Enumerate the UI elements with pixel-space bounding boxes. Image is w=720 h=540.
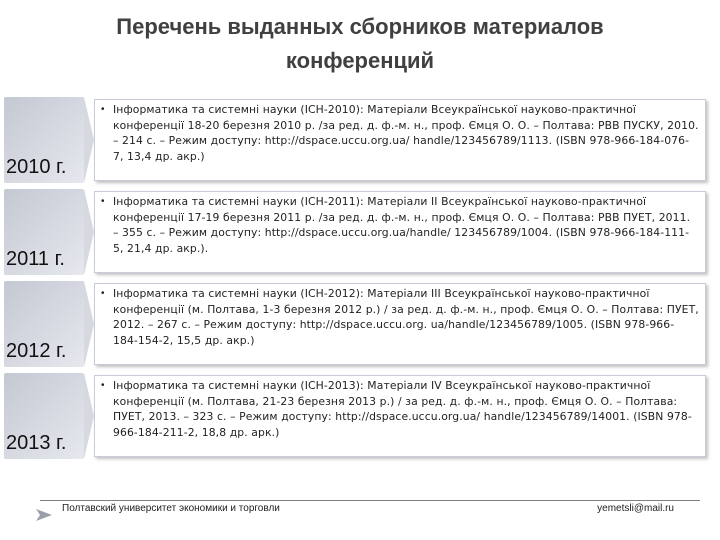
conference-item-2013 [0,373,720,465]
publication-card [94,375,706,457]
publication-card [94,283,706,365]
year-label: 2012 г. [6,340,67,362]
publication-text: Інформатика та системні науки (ІСН-2010): Матеріали Всеукраїнської науково-практичної конференції 18-20 березня 2010 р. /за ред. д. ф.-м. н., проф. Ємця О. О. – Полтава: РВВ ПУСКУ, 2010. – 214 с. – Режим доступу: http://dspace.uccu.org.ua/ handle/123456789/1113. (ISBN 978-966-184-076-7, 13,4 др. акр.) [113,103,699,163]
chevron-right-icon [84,97,94,183]
year-box [4,373,84,459]
publication-text: Інформатика та системні науки (ІСН-2012): Матеріали ІІІ Всеукраїнської науково-практичної конференції (м. Полтава, 1-3 березня 2012 р.) / за ред. д. ф.-м. н., проф. Ємця О. О. – Полтава: ПУЕТ, 2012. – 267 с. – Режим доступу: http://dspace.uccu.org. ua/handle/123456789/1005. (ISBN 978-966-184-154-2, 15,5 др. акр.) [113,287,699,347]
chevron-right-icon [84,281,94,367]
conference-item-2012 [0,281,720,373]
bullet-icon: • [101,196,105,207]
page-title [60,10,660,78]
bullet-icon: • [101,380,105,391]
publication-card [94,99,706,181]
page-title-line-2: конференций [285,48,435,73]
publication-card [94,191,706,273]
year-label: 2011 г. [6,248,65,270]
chevron-right-icon [84,373,94,459]
conference-item-2010 [0,97,720,189]
year-box [4,189,84,275]
footer-divider [40,500,700,501]
year-label: 2010 г. [6,156,67,178]
year-box [4,97,84,183]
chevron-right-icon [84,189,94,275]
bullet-icon: • [101,104,105,115]
year-label: 2013 г. [6,432,67,454]
year-box [4,281,84,367]
page-title-line-1: Перечень выданных сборников материалов [116,14,604,39]
footer-university: Полтавский университет экономики и торговли [62,503,280,514]
publication-text: Інформатика та системні науки (ІСН-2013): Матеріали IV Всеукраїнської науково-практичної конференції (м. Полтава, 21-23 березня 2013 р.) / за ред. д. ф.-м. н., проф. Ємця О. О. – Полтава: ПУЕТ, 2013. – 323 с. – Режим доступу: http://dspace.uccu.org.ua/ handle/123456789/14001. (ISBN 978-966-184-211-2, 18,8 др. арк.) [113,379,692,439]
conference-item-2011 [0,189,720,281]
bullet-icon: • [101,288,105,299]
footer-email: yemetsli@mail.ru [597,503,674,514]
footer-arrow-icon [36,508,52,526]
publication-text: Інформатика та системні науки (ІСН-2011): Матеріали ІІ Всеукраїнської науково-практичної конференції 17-19 березня 2011 р. /за ред. д. ф.-м. н., проф. Ємця О. О. – Полтава: РВВ ПУЕТ, 2011. – 355 с. – Режим доступу: http://dspace.uccu.org.ua/handle/ 123456789/1004. (ISBN 978-966-184-111-5, 21,4 др. акр.). [113,195,691,255]
